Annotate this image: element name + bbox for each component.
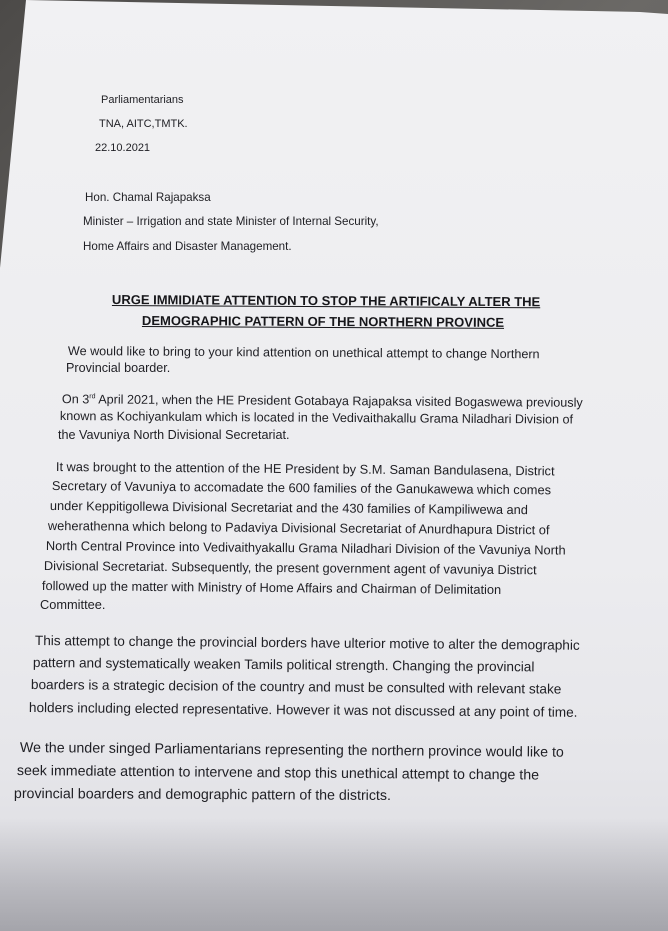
subject-line1: URGE IMMIDIATE ATTENTION TO STOP THE ARTIFICALY ALTER THE <box>111 292 541 310</box>
para4-line1: This attempt to change the provincial borders have ulterior motive to alter the demographic <box>34 633 580 653</box>
para1-line2: Provincial boarder. <box>66 361 171 375</box>
para3-line3: under Keppitigollewa Divisional Secretariat and the 430 families of Kampiliwewa and <box>49 498 528 518</box>
para3-line4: weherathenna which belong to Padaviya Divisional Secretariat of Anurdhapura District of <box>47 518 550 538</box>
recipient-title-line1: Minister – Irrigation and state Minister of Internal Security, <box>83 215 379 228</box>
para2-line3: the Vavuniya North Divisional Secretariat. <box>58 428 290 442</box>
para5-line1: We the under singed Parliamentarians representing the northern province would like to <box>19 740 564 761</box>
para2-line1-sup: rd <box>89 393 96 401</box>
para5-line3: provincial boarders and demographic pattern of the districts. <box>13 786 391 804</box>
para2-line1-post: April 2021, when the HE President Gotabaya Rajapaksa visited Bogaswewa previously <box>95 392 583 410</box>
para3-line5: North Central Province into Vedivaithyakallu Grama Niladhari Division of the Vavuniya North <box>45 538 566 558</box>
para3-line8: Committee. <box>40 597 106 612</box>
recipient-name: Hon. Chamal Rajapaksa <box>85 191 211 204</box>
para4-line2: pattern and systematically weaken Tamils political strength. Changing the provincial <box>32 655 535 675</box>
para2-line1-pre: On 3 <box>61 392 90 407</box>
letter-date: 22.10.2021 <box>95 142 151 154</box>
recipient-title-line2: Home Affairs and Disaster Management. <box>83 240 292 253</box>
para3-line2: Secretary of Vavuniya to accomadate the 600 families of the Ganukawewa which comes <box>51 478 552 498</box>
para3-line1: It was brought to the attention of the HE President by S.M. Saman Bandulasena, District <box>55 459 555 479</box>
subject-line2: DEMOGRAPHIC PATTERN OF THE NORTHERN PROVINCE <box>141 313 505 330</box>
para3-line7: followed up the matter with Ministry of Home Affairs and Chairman of Delimitation <box>41 578 502 598</box>
para5-line2: seek immediate attention to intervene and stop this unethical attempt to change the <box>16 763 540 784</box>
sender-parties: TNA, AITC,TMTK. <box>99 118 188 130</box>
para2-line1 <box>62 389 583 411</box>
para2-line2: known as Kochiyankulam which is located in the Vedivaithakallu Grama Niladhari Division of <box>59 408 574 427</box>
para4-line4: holders including elected representative. However it was not discussed at any point of time. <box>28 700 578 720</box>
para4-line3: boarders is a strategic decision of the country and must be consulted with relevant stake <box>30 677 562 697</box>
para1-line1: We would like to bring to your kind attention on unethical attempt to change Northern <box>67 343 540 362</box>
para3-line6: Divisional Secretariat. Subsequently, the present government agent of vavuniya District <box>43 558 537 578</box>
sender-org: Parliamentarians <box>101 94 184 106</box>
